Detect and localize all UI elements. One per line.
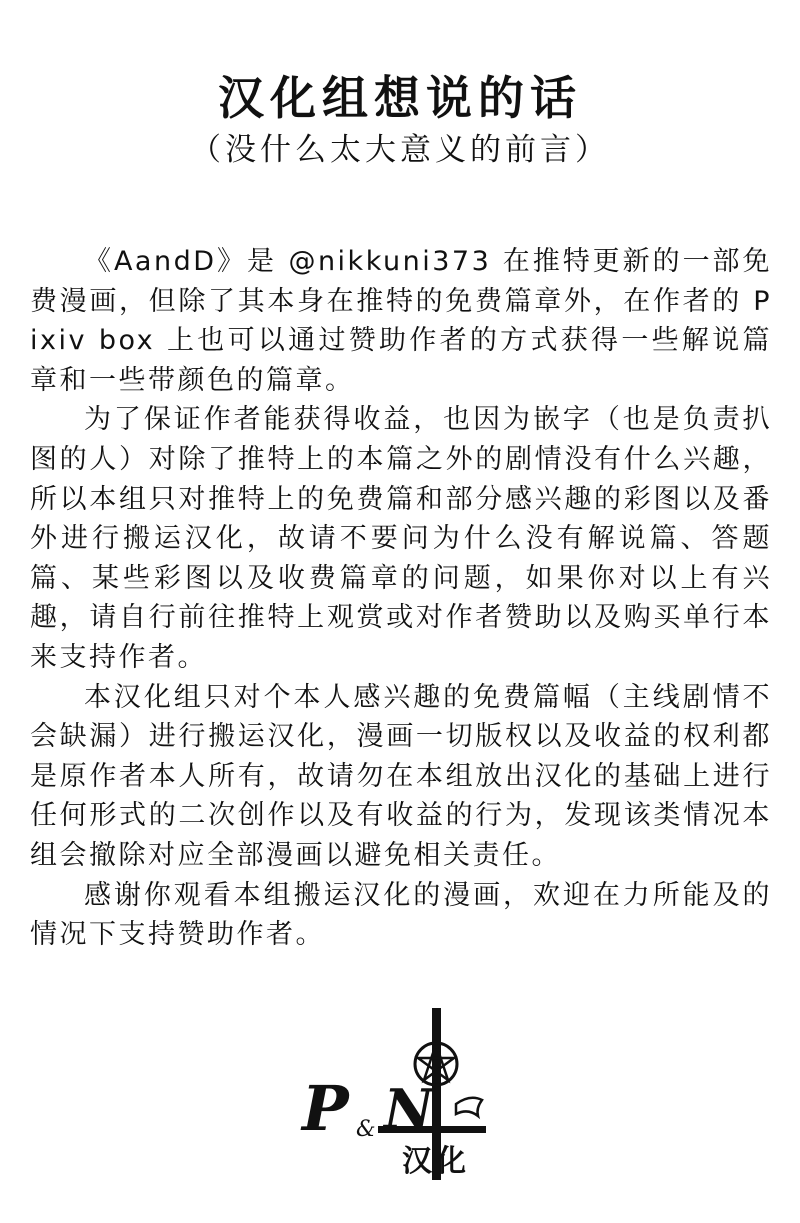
page-title: 汉化组想说的话 (218, 71, 582, 125)
paragraph-copyright: 本汉化组只对个本人感兴趣的免费篇幅（主线剧情不会缺漏）进行搬运汉化，漫画一切版权以及收益的权利都是原作者本人所有，故请勿在本组放出汉化的基础上进行任何形式的二次创作以及有收益的行为，发现该类情况本组会撤除对应全部漫画以避免相关责任。 (30, 681, 772, 871)
paragraph-scope: 为了保证作者能获得收益，也因为嵌字（也是负责扒图的人）对除了推特上的本篇之外的剧情没有什么兴趣，所以本组只对推特上的免费篇和部分感兴趣的彩图以及番外进行搬运汉化，故请不要问为什么没有解说篇、答题篇、某些彩图以及收费篇章的问题，如果你对以上有兴趣，请自行前往推特上观赏或对作者赞助以及购买单行本来支持作者。 (30, 404, 772, 673)
paragraph-thanks: 感谢你观看本组搬运汉化的漫画，欢迎在力所能及的情况下支持赞助作者。 (30, 879, 772, 951)
svg-text:P: P (302, 1072, 349, 1145)
paragraph-intro: 《AandD》是 @nikkuni373 在推特更新的一部免费漫画，但除了其本身在推特的免费篇章外，在作者的 Pixiv box 上也可以通过赞助作者的方式获得一些解说篇章和一些带颜色的篇章。 (30, 246, 772, 396)
svg-text:&: & (356, 1117, 376, 1142)
page-subtitle: （没什么太大意义的前言） (190, 132, 610, 168)
logo-caption: 汉化 (402, 1144, 470, 1179)
svg-text:N: N (384, 1077, 434, 1141)
pentagram-cross-logo-icon (300, 1008, 500, 1188)
preface-body (30, 242, 772, 955)
